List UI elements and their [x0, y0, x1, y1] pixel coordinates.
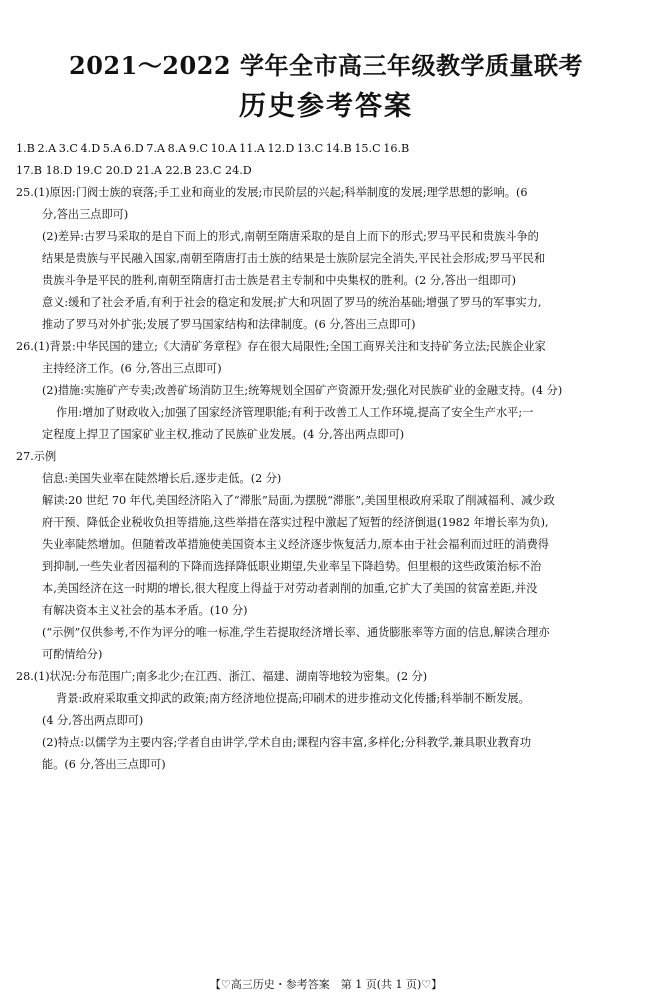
q28-line: 背景:政府采取重文抑武的政策;南方经济地位提高;印刷术的进步推动文化传播;科举制不断发展。	[56, 692, 530, 705]
q25-line: 分,答出三点即可)	[42, 208, 129, 221]
q26-line: 定程度上捍卫了国家矿业主权,推动了民族矿业发展。(4 分,答出两点即可)	[42, 428, 405, 441]
page-footer: 【♡高三历史・参考答案 第 1 页(共 1 页)♡】	[209, 978, 443, 991]
question-26	[16, 336, 636, 446]
q27-line: 府干预、降低企业税收负担等措施,这些举措在落实过程中激起了短暂的经济倒退(1982 年增长率为负),	[42, 516, 549, 529]
q26-line: 主持经济工作。(6 分,答出三点即可)	[42, 362, 222, 375]
q27-line: 27.示例	[16, 450, 57, 463]
question-27	[16, 446, 636, 666]
q28-line: 能。(6 分,答出三点即可)	[42, 758, 166, 771]
q27-line: 有解决资本主义社会的基本矛盾。(10 分)	[42, 604, 248, 617]
q27-line: (“示例”仅供参考,不作为评分的唯一标准,学生若提取经济增长率、通货膨胀率等方面的信息,解读合理亦	[42, 626, 550, 639]
q27-line: 到抑制,一些失业者因福利的下降而选择降低职业期望,失业率呈下降趋势。但里根的这些政策治标不治	[42, 560, 542, 573]
mcq-line-1: 1.B 2.A 3.C 4.D 5.A 6.D 7.A 8.A 9.C 10.A 11.A 12.D 13.C 14.B 15.C 16.B	[16, 142, 410, 155]
q28-line: (2)特点:以儒学为主要内容;学者自由讲学,学术自由;课程内容丰富,多样化;分科教学,兼具职业教育功	[42, 736, 532, 749]
answer-body	[16, 138, 636, 776]
q26-line: 作用:增加了财政收入;加强了国家经济管理职能;有利于改善工人工作环境,提高了安全生产水平;一	[56, 406, 534, 419]
q25-line: (2)差异:古罗马采取的是自下而上的形式,南朝至隋唐采取的是自上而下的形式;罗马平民和贵族斗争的	[42, 230, 539, 243]
q27-line: 失业率陡然增加。但随着改革措施使美国资本主义经济逐步恢复活力,原本由于社会福利而过旺的消费得	[42, 538, 549, 551]
q27-line: 解读:20 世纪 70 年代,美国经济陷入了“滞胀”局面,为摆脱“滞胀”,美国里根政府采取了削减福利、减少政	[42, 494, 555, 507]
q26-line: (2)措施:实施矿产专卖;改善矿场消防卫生;统筹规划全国矿产资源开发;强化对民族矿业的金融支持。(4 分)	[42, 384, 563, 397]
q28-line: (4 分,答出两点即可)	[42, 714, 144, 727]
exam-title: 2021～2022 学年全市高三年级教学质量联考	[69, 51, 583, 80]
question-28	[16, 666, 636, 776]
q25-line: 贵族斗争是平民的胜利,南朝至隋唐打击士族是君主专制和中央集权的胜利。(2 分,答出一组即可)	[42, 274, 517, 287]
document-subtitle: 历史参考答案	[239, 91, 413, 122]
q26-line: 26.(1)背景:中华民国的建立;《大清矿务章程》存在很大局限性;全国工商界关注和支持矿务立法;民族企业家	[16, 340, 546, 353]
q27-line: 可酌情给分)	[42, 648, 103, 661]
q27-line: 本,美国经济在这一时期的增长,很大程度上得益于对劳动者剥削的加重,它扩大了美国的贫富差距,并没	[42, 582, 538, 595]
mcq-answers	[16, 138, 636, 182]
mcq-line-2: 17.B 18.D 19.C 20.D 21.A 22.B 23.C 24.D	[16, 164, 252, 177]
q27-line: 信息:美国失业率在陡然增长后,逐步走低。(2 分)	[42, 472, 282, 485]
q25-line: 意义:缓和了社会矛盾,有利于社会的稳定和发展;扩大和巩固了罗马的统治基础;增强了罗马的军事实力,	[42, 296, 542, 309]
question-25	[16, 182, 636, 336]
q28-line: 28.(1)状况:分布范围广;南多北少;在江西、浙江、福建、湖南等地较为密集。(2 分)	[16, 670, 428, 683]
q25-line: 结果是贵族与平民融入国家,南朝至隋唐打击士族的结果是士族阶层完全消失,平民社会形成;罗马平民和	[42, 252, 546, 265]
q25-line: 推动了罗马对外扩张;发展了罗马国家结构和法律制度。(6 分,答出三点即可)	[42, 318, 416, 331]
q25-line: 25.(1)原因:门阀士族的衰落;手工业和商业的发展;市民阶层的兴起;科举制度的发展;理学思想的影响。(6	[16, 186, 528, 199]
